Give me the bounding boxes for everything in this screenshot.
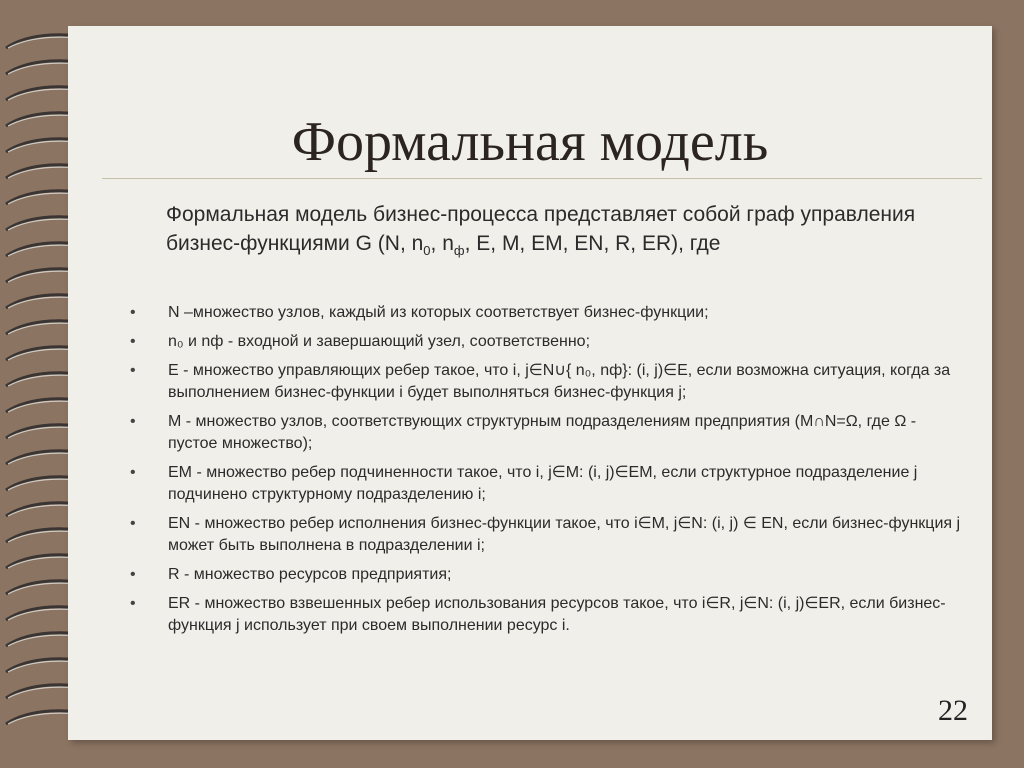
intro-text-c: , E, M, EM, EN, R, ER), где bbox=[464, 232, 721, 255]
list-item: • R - множество ресурсов предприятия; bbox=[126, 564, 966, 586]
intro-sub-f: ф bbox=[453, 243, 465, 259]
title-divider bbox=[102, 178, 982, 179]
intro-paragraph bbox=[166, 200, 966, 265]
list-item: • N –множество узлов, каждый из которых соответствует бизнес-функции; bbox=[126, 302, 966, 324]
list-item: • E - множество управляющих ребер такое, что i, j∈N∪{ n₀, nф}: (i, j)∈E, если возможна ситуация, когда за выполнением бизнес-функции i будет выполняться бизнес-функция j; bbox=[126, 360, 966, 404]
page-number: 22 bbox=[938, 694, 968, 727]
intro-sub-0: 0 bbox=[423, 243, 431, 259]
intro-text-a: Формальная модель бизнес-процесса представляет собой граф управления бизнес-функциями G (N, n bbox=[166, 203, 916, 255]
list-item: • ER - множество взвешенных ребер использования ресурсов такое, что i∈R, j∈N: (i, j)∈ER, если бизнес-функция j использует при своем выполнении ресурс i. bbox=[126, 593, 966, 637]
list-item: • n₀ и nф - входной и завершающий узел, соответственно; bbox=[126, 331, 966, 353]
list-item: • EN - множество ребер исполнения бизнес-функции такое, что i∈M, j∈N: (i, j) ∈ EN, если бизнес-функция j может быть выполнена в подразделении i; bbox=[126, 513, 966, 557]
list-item: • M - множество узлов, соответствующих структурным подразделениям предприятия (M∩N=Ω, где Ω - пустое множество); bbox=[126, 411, 966, 455]
list-item: • EM - множество ребер подчиненности такое, что i, j∈M: (i, j)∈EM, если структурное подразделение j подчинено структурному подразделению i; bbox=[126, 462, 966, 506]
intro-text-b: , n bbox=[430, 232, 454, 255]
definition-list bbox=[126, 302, 966, 644]
slide-title: Формальная модель bbox=[291, 111, 769, 173]
